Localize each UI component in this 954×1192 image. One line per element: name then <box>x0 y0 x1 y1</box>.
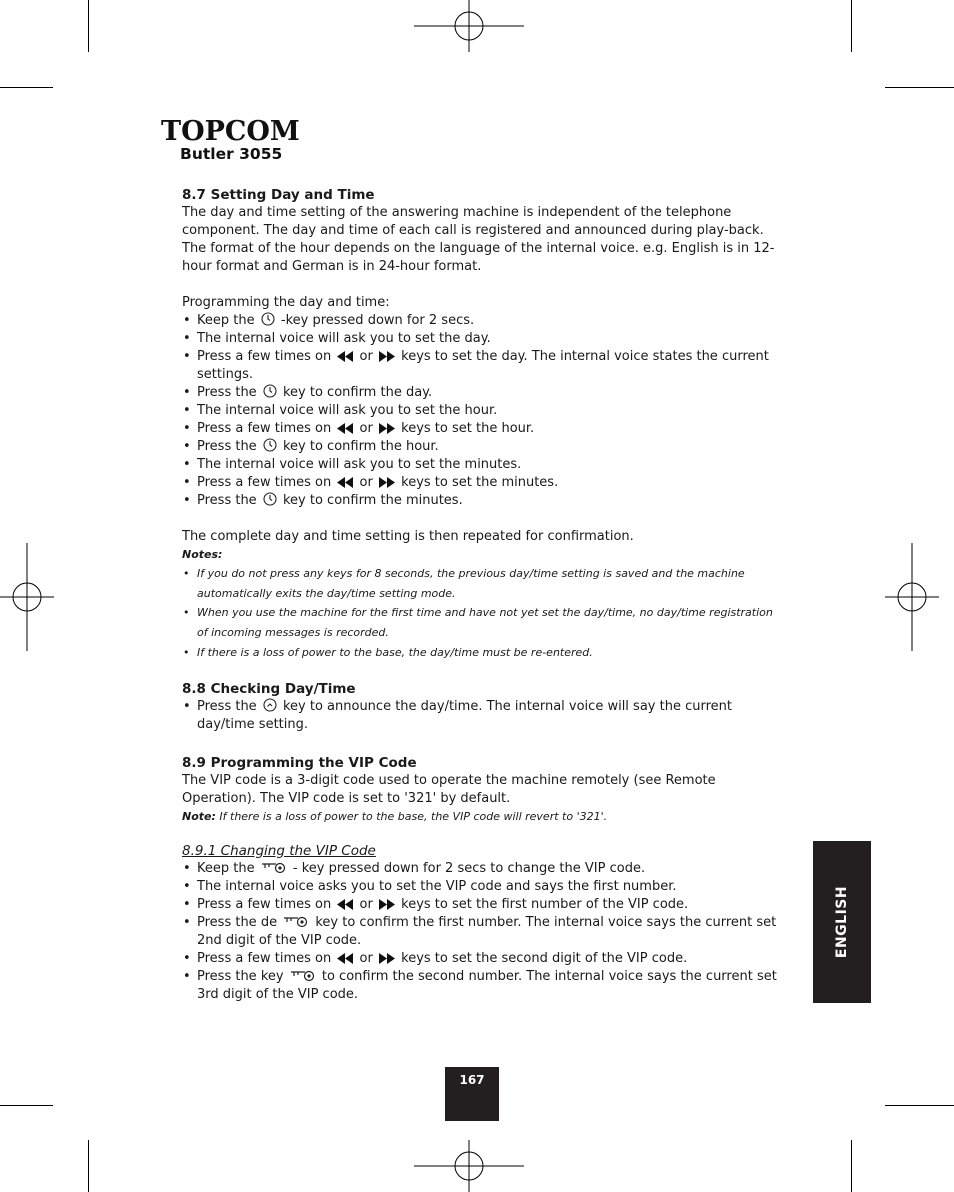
rewind-icon <box>337 953 353 964</box>
clock-key-icon <box>263 698 277 712</box>
rewind-icon <box>337 899 353 910</box>
manual-content <box>182 186 782 1004</box>
fast-forward-icon <box>379 423 395 434</box>
language-tab <box>813 841 871 1003</box>
registration-mark <box>414 1140 524 1192</box>
rewind-icon <box>337 423 353 434</box>
vip-note: Note: If there is a loss of power to the base, the VIP code will revert to '321'. <box>182 809 608 823</box>
list-item: • Press a few times on or keys to set the day. The internal voice states the current settings. <box>182 348 782 384</box>
notes-list <box>182 564 782 663</box>
crop-mark <box>88 1140 89 1192</box>
fast-forward-icon <box>379 477 395 488</box>
clock-key-icon <box>263 438 277 452</box>
list-item: • Keep the - key pressed down for 2 secs to change the VIP code. <box>182 860 782 878</box>
crop-mark <box>885 87 954 88</box>
step-list <box>182 698 782 734</box>
model-name: Butler 3055 <box>180 145 283 163</box>
list-item: • The internal voice will ask you to set the minutes. <box>182 456 782 474</box>
note-label: Note: <box>182 809 216 823</box>
key-icon <box>261 860 287 874</box>
list-item: • Press the key to confirm the hour. <box>182 438 782 456</box>
language-label: ENGLISH <box>834 885 850 959</box>
svg-text:TOPCOM: TOPCOM <box>161 116 300 147</box>
rewind-icon <box>337 477 353 488</box>
paragraph: The day and time setting of the answering machine is independent of the telephone component. The day and time of each call is registered and announced during play-back. The format of the hour depends on the language of the internal voice. e.g. English is in 12-hour format and German is in 24-hour format. <box>182 205 775 274</box>
key-icon <box>290 968 316 982</box>
list-item: • Press the de key to confirm the first number. The internal voice says the current set 2nd digit of the VIP code. <box>182 914 782 950</box>
sub-heading: 8.9.1 Changing the VIP Code <box>182 842 376 859</box>
paragraph: The complete day and time setting is then repeated for confirmation. <box>182 529 634 544</box>
registration-mark <box>0 543 54 651</box>
crop-mark <box>88 0 89 52</box>
list-item: • The internal voice will ask you to set the day. <box>182 330 782 348</box>
topcom-logo <box>161 112 300 147</box>
list-item: • Press a few times on or keys to set the first number of the VIP code. <box>182 896 782 914</box>
notes-heading: Notes: <box>182 548 223 561</box>
fast-forward-icon <box>379 899 395 910</box>
step-list <box>182 312 782 510</box>
paragraph: Programming the day and time: <box>182 295 390 310</box>
list-item: • Press the key to confirm the minutes. <box>182 492 782 510</box>
list-item: • Press the key to confirm the day. <box>182 384 782 402</box>
crop-mark <box>851 0 852 52</box>
list-item: • Press the key to announce the day/time. The internal voice will say the current day/time setting. <box>182 698 782 734</box>
section-heading: 8.8 Checking Day/Time <box>182 680 356 697</box>
registration-mark <box>885 543 939 651</box>
note-item: • If there is a loss of power to the base, the day/time must be re-entered. <box>182 643 782 663</box>
rewind-icon <box>337 351 353 362</box>
registration-mark <box>414 0 524 52</box>
key-icon <box>283 914 309 928</box>
list-item: • Press the key to confirm the second number. The internal voice says the current set 3rd digit of the VIP code. <box>182 968 782 1004</box>
note-item: • When you use the machine for the first time and have not yet set the day/time, no day/time registration of incoming messages is recorded. <box>182 603 782 642</box>
crop-mark <box>0 87 53 88</box>
clock-key-icon <box>263 492 277 506</box>
list-item: • Press a few times on or keys to set the second digit of the VIP code. <box>182 950 782 968</box>
clock-key-icon <box>263 384 277 398</box>
fast-forward-icon <box>379 351 395 362</box>
list-item: • The internal voice asks you to set the VIP code and says the first number. <box>182 878 782 896</box>
list-item: • The internal voice will ask you to set the hour. <box>182 402 782 420</box>
crop-mark <box>0 1105 53 1106</box>
clock-key-icon <box>261 312 275 326</box>
paragraph: The VIP code is a 3-digit code used to operate the machine remotely (see Remote Operation). The VIP code is set to '321' by default. <box>182 772 716 806</box>
note-item: • If you do not press any keys for 8 seconds, the previous day/time setting is saved and the machine automatically exits the day/time setting mode. <box>182 564 782 603</box>
step-list <box>182 860 782 1004</box>
section-heading: 8.7 Setting Day and Time <box>182 187 375 203</box>
section-heading: 8.9 Programming the VIP Code <box>182 754 417 771</box>
list-item: • Press a few times on or keys to set the hour. <box>182 420 782 438</box>
list-item: • Keep the -key pressed down for 2 secs. <box>182 312 782 330</box>
page-number: 167 <box>445 1067 499 1121</box>
crop-mark <box>851 1140 852 1192</box>
crop-mark <box>885 1105 954 1106</box>
list-item: • Press a few times on or keys to set the minutes. <box>182 474 782 492</box>
fast-forward-icon <box>379 953 395 964</box>
